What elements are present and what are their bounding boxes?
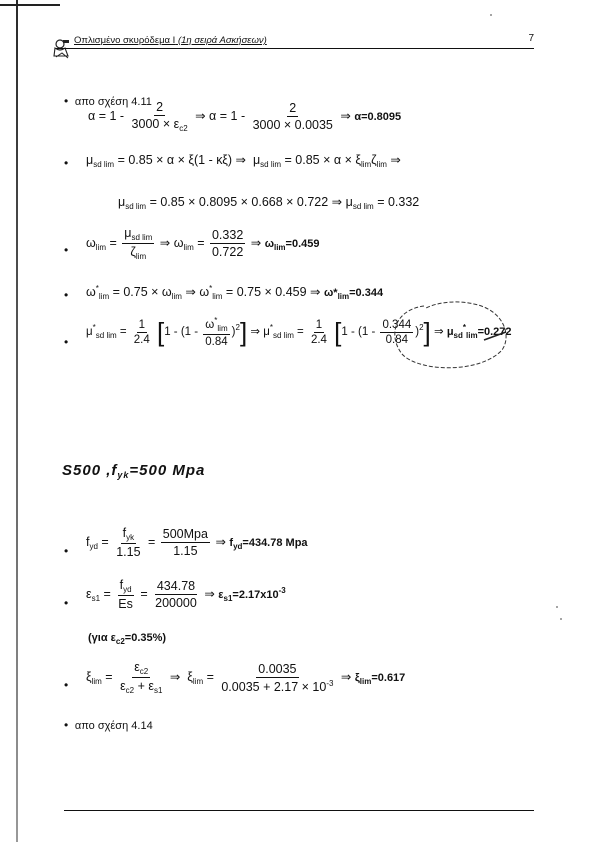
scan-speck — [490, 14, 492, 16]
bullet-xi: • — [64, 678, 69, 692]
bullet-ref-411: • απο σχέση 4.11 — [64, 94, 152, 108]
bullet-omega: • — [64, 243, 69, 257]
alpha-result: α=0.8095 — [354, 110, 402, 123]
scan-speck — [560, 618, 562, 620]
bullet-omega-star: • — [64, 288, 69, 302]
scan-edge-top — [0, 4, 60, 6]
equation-omega: $\omega_{lim}$ = $\frac{\mu_{sd lim}}{\zeta_{lim}}$ ⇒ $\omega_{lim}$ = $\frac{0.332}{0.722}$ ⇒ $\omega_{lim}=0.459$ — [86, 226, 320, 261]
bullet-ref-414: • απο σχέση 4.14 — [64, 718, 153, 732]
bullet-mu: • — [64, 156, 69, 170]
equation-omega-star: $\omega^*_{lim} = 0.75 \times \omega_{lim}$ ⇒ $\omega^*_{lim} = 0.75 \times 0.459$ ⇒ $\omega*_{lim}=0.344$ — [86, 284, 384, 301]
eps-result: $\varepsilon_{s1}=2.17x10^{-3}$ — [218, 585, 286, 603]
equation-xi: $\xi_{lim}$ = $\frac{\varepsilon_{c2}}{\varepsilon_{c2} + \varepsilon_{s1}}$ ⇒ $\xi_{lim}$ = $\frac{0.0035}{0.0035 + 2.17 \times 10^{-3}}$ ⇒ $\xi_{lim}=0.617$ — [86, 660, 406, 695]
equation-mu-star: $\mu^*_{sd lim}$ = $\frac{1}{2.4}$ [1 - (1 - $\frac{\omega^*_{lim}}{0.84}$ )$^2$] ⇒ $\mu^*_{sd lim}$ = $\frac{1}{2.4}$ [1 - (1 - $\frac{0.344}{0.84}$ )$^2$] ⇒ $\mu_{sd}^*_{lim}=0.272$ — [86, 316, 512, 348]
note-eps-c2: (για $\varepsilon_{c2}=0.35\%$) — [88, 632, 167, 646]
section-title: S500 $,f_{yk}=500$ Mpa — [62, 462, 206, 480]
bullet-mu-star: • — [64, 335, 69, 349]
handwritten-circle-annotation — [384, 296, 514, 374]
scan-edge-left — [16, 0, 18, 842]
footer-rule — [64, 810, 534, 811]
bullet-eps: • — [64, 596, 69, 610]
omega-star-result: $\omega*_{lim}=0.344$ — [323, 287, 384, 301]
fyd-result: $f_{yd}=434.78$ Mpa — [229, 536, 308, 551]
omega-result: $\omega_{lim}=0.459$ — [264, 237, 320, 252]
scan-speck — [556, 606, 558, 608]
header-title: Οπλισμένο σκυρόδεμα I (1η σειρά Ασκήσεων) — [74, 35, 267, 46]
mu-star-result: $\mu_{sd}^*_{lim}=0.272$ — [446, 323, 512, 341]
equation-eps: $\varepsilon_{s1}$ = $\frac{f_{yd}}{Es}$ = $\frac{434.78}{200000}$ ⇒ $\varepsilon_{s1}=2.17x10^{-3}$ — [86, 578, 286, 611]
equation-mu-value: $\mu_{sd lim} = 0.85 \times 0.8095 \times 0.668 \times 0.722$ ⇒ $\mu_{sd lim} = 0.332$ — [118, 195, 420, 211]
xi-result: $\xi_{lim}=0.617$ — [354, 671, 406, 686]
page-number: 7 — [528, 33, 534, 44]
bullet-fyd: • — [64, 544, 69, 558]
equation-mu-formula: $\mu_{sd lim} = 0.85 \times \alpha \times \xi(1 - \kappa\xi)$ ⇒ $\mu_{sd lim} = 0.85 \times \alpha \times \xi_{lim}\zeta_{lim}$ ⇒ — [86, 153, 401, 169]
equation-fyd: $f_{yd}$ = $\frac{f_{yk}}{1.15}$ = $\frac{\text{500Mpa}}{1.15}$ ⇒ $f_{yd}=434.78$ Mpa — [86, 526, 308, 559]
equation-alpha: α = 1 - $\frac{2}{3000 \times \varepsilon_{c2}}$ ⇒ α = 1 - $\frac{2}{3000 \times 0.0035}$ ⇒ α=0.8095 — [88, 100, 402, 133]
page-header — [56, 30, 534, 49]
